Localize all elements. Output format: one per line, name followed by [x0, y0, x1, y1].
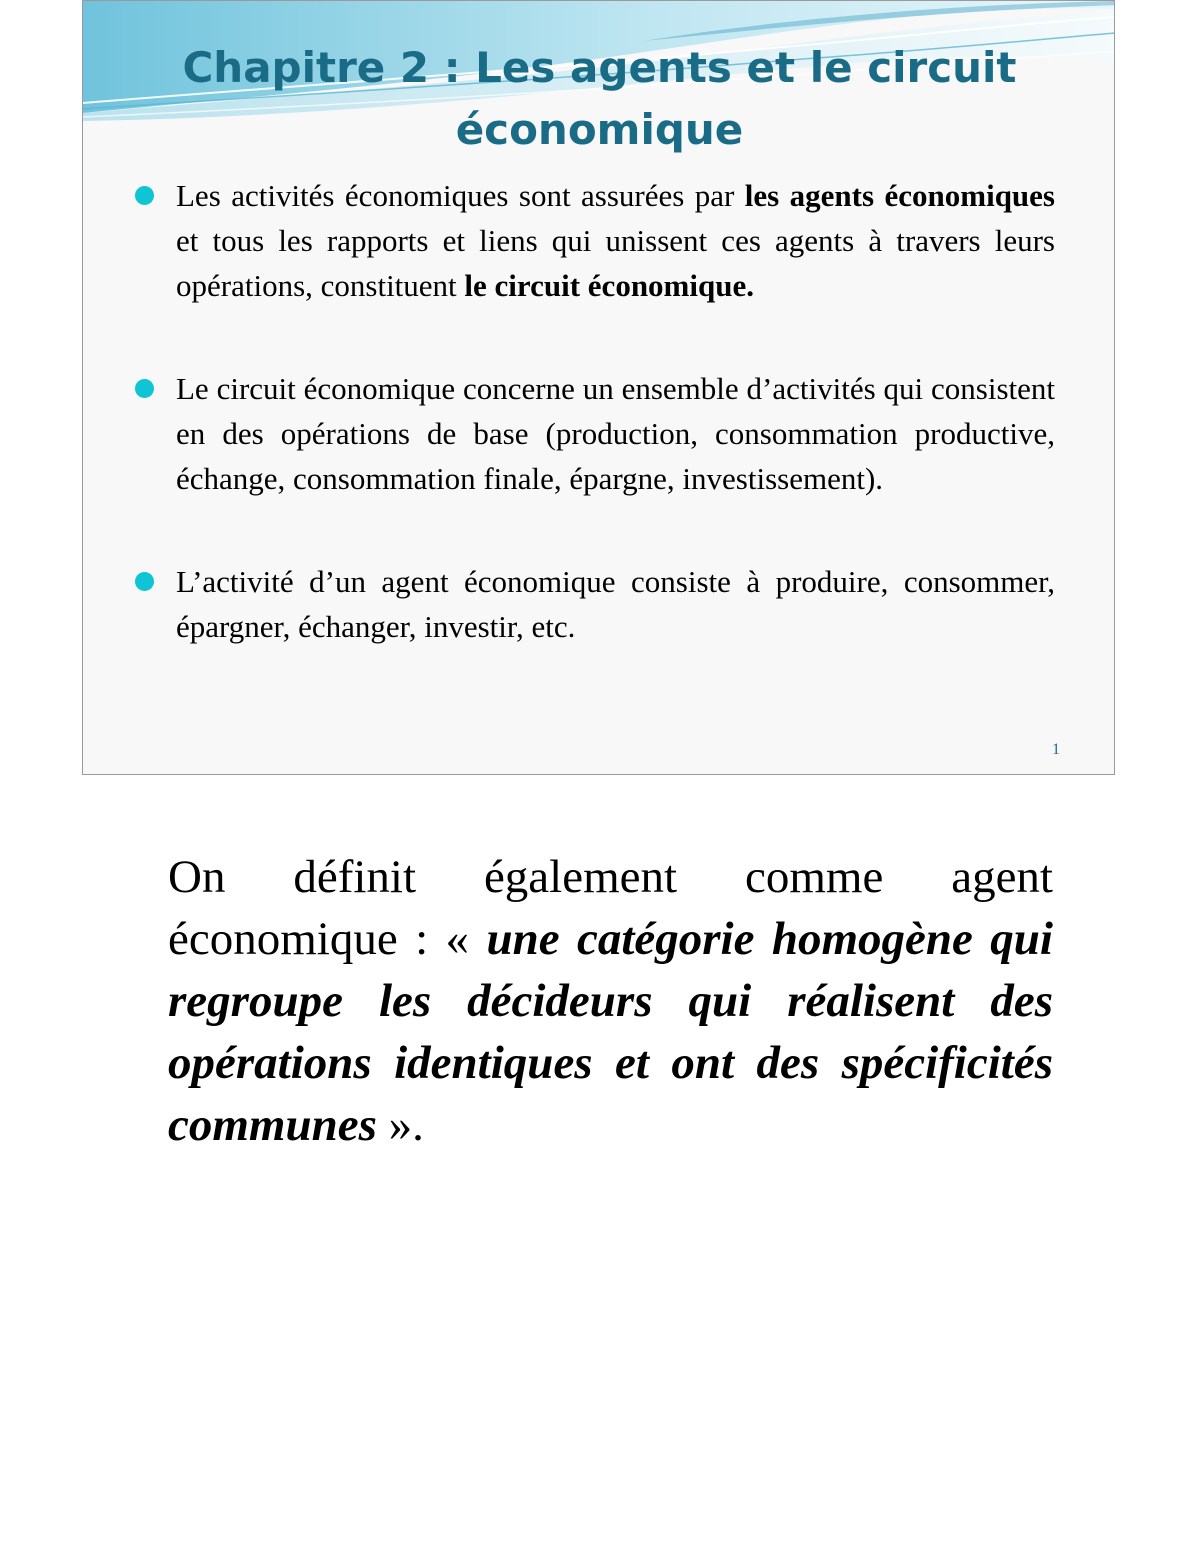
title-line-2: économique: [455, 105, 744, 154]
bullet-item: [135, 173, 1055, 308]
bullet-list: [135, 173, 1055, 707]
bullet-segment-bold: le circuit économique.: [464, 268, 754, 303]
bullet-text: [176, 173, 1055, 308]
bullet-segment: Les activités économiques sont assurées par: [176, 178, 745, 213]
page-number: 1: [1052, 741, 1060, 758]
bullet-dot-icon: [135, 186, 154, 205]
bullet-item: [135, 366, 1055, 501]
definition-intro: On définit également comme agent économique : «: [168, 851, 1053, 965]
bullet-segment-bold: les agents économiques: [744, 178, 1055, 213]
bullet-segment: et tous les rapports et liens qui unissent ces agents à travers leurs opérations, constituent: [176, 223, 1055, 303]
bullet-segment: Le circuit économique concerne un ensemble d’activités qui consistent en des opérations de base (production, consommation productive, échange, consommation finale, épargne, investissement).: [176, 371, 1055, 496]
bullet-dot-icon: [135, 379, 154, 398]
definition-outro: ».: [376, 1099, 424, 1151]
title-line-1: Chapitre 2 : Les agents et le circuit: [182, 43, 1017, 92]
bullet-item: [135, 559, 1055, 649]
bullet-text: [176, 366, 1055, 501]
slide-frame: [82, 0, 1115, 775]
definition-paragraph: [168, 846, 1053, 1156]
bullet-text: [176, 559, 1055, 649]
bullet-dot-icon: [135, 572, 154, 591]
definition-quote: une catégorie homogène qui regroupe les décideurs qui réalisent des opérations identiques et ont des spécificités communes: [168, 913, 1053, 1151]
bullet-segment: L’activité d’un agent économique consiste à produire, consommer, épargner, échanger, investir, etc.: [176, 564, 1055, 644]
slide-title: [83, 37, 1115, 161]
